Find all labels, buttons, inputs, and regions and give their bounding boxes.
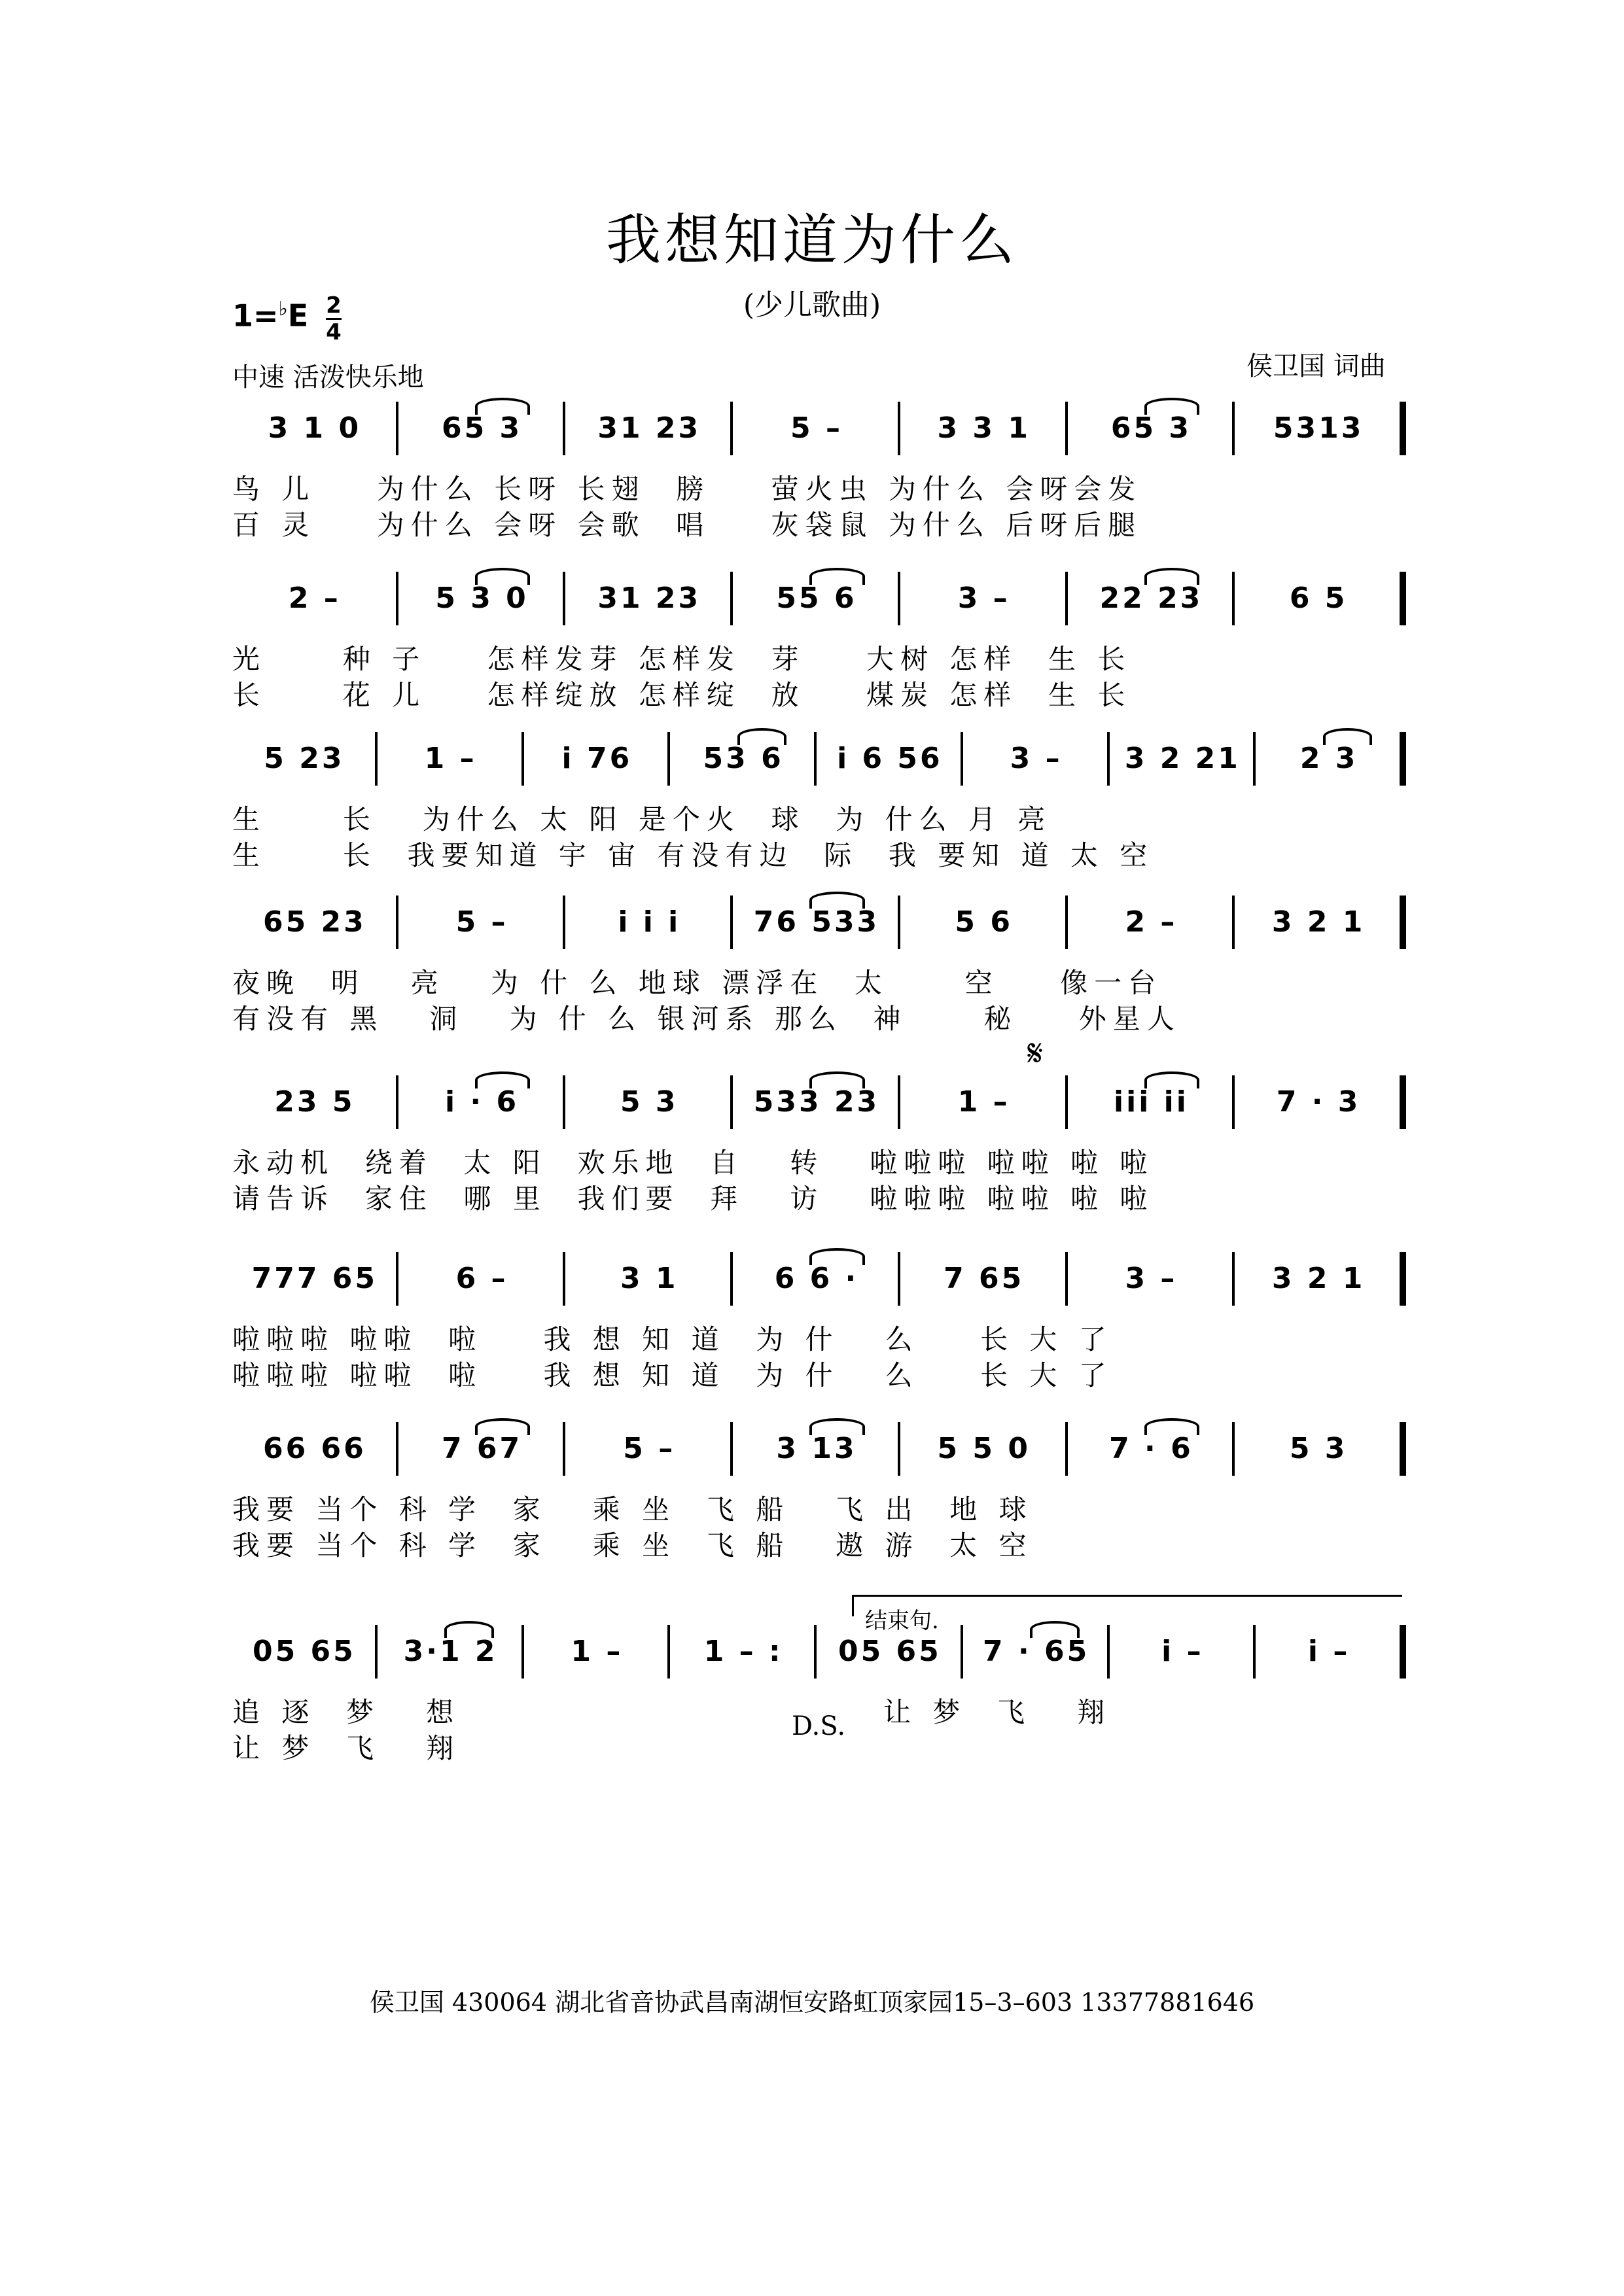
bar-line: [898, 1075, 900, 1129]
measure: 7 65: [944, 1262, 1025, 1295]
bar-line: [898, 402, 900, 455]
lyric-line: 让 梦 飞 翔: [232, 1732, 461, 1764]
measure: 05 65: [252, 1635, 356, 1668]
lyric-line: 请告诉 家住 哪 里 我们要 拜 访 啦啦啦 啦啦 啦 啦: [232, 1183, 1154, 1215]
measure: 5 23: [264, 742, 345, 775]
lyric-line: 有没有 黑 洞 为 什 么 银河系 那么 神 秘 外星人: [232, 1003, 1181, 1035]
bar-line: [563, 1422, 565, 1476]
measure: 22 23: [1099, 582, 1203, 615]
notation-line: [232, 576, 1403, 621]
measure: 7 · 3: [1276, 1085, 1361, 1119]
bar-line: [375, 1625, 378, 1679]
bar-line: [667, 732, 670, 786]
measure: 7 67: [441, 1432, 523, 1465]
measure: 5 –: [623, 1432, 676, 1465]
measure: 3 –: [957, 582, 1010, 615]
bar-line: [1400, 1075, 1406, 1129]
measure: 65 23: [262, 905, 366, 939]
bar-line: [1232, 1422, 1235, 1476]
slur-mark: [809, 1418, 865, 1435]
measure: 3 13: [776, 1432, 857, 1465]
bar-line: [667, 1625, 670, 1679]
bar-line: [1107, 732, 1110, 786]
bar-line: [1253, 1625, 1256, 1679]
measure: 1 –: [424, 742, 477, 775]
measure: i –: [1307, 1635, 1350, 1668]
measure: 3 2 1: [1271, 1262, 1366, 1295]
measure: 3 1 0: [268, 411, 362, 445]
slur-mark: [809, 568, 865, 585]
bar-line: [563, 572, 565, 625]
lyric-line: 长 花 儿 怎样绽放 怎样绽 放 煤炭 怎样 生 长: [232, 679, 1132, 711]
lyric-line: 我要 当个 科 学 家 乘 坐 飞 船 飞 出 地 球: [232, 1493, 1033, 1525]
measure: 31 23: [597, 411, 701, 445]
measure: 3 2 1: [1271, 905, 1366, 939]
measure: 23 5: [274, 1085, 355, 1119]
slur-mark: [737, 728, 786, 745]
measure: i · 6: [445, 1085, 520, 1119]
slur-mark: [475, 398, 531, 415]
flat-symbol: ♭: [278, 298, 288, 321]
measure: i 76: [561, 742, 633, 775]
measure: 55 6: [776, 582, 857, 615]
lyric-line: 夜晚 明 亮 为 什 么 地球 漂浮在 太 空 像一台: [232, 967, 1163, 999]
slur-mark: [475, 1071, 531, 1088]
notation-line: [232, 406, 1403, 451]
slur-mark: [1144, 1071, 1200, 1088]
segno-sign: 𝄋: [1027, 1032, 1044, 1075]
bar-line: [730, 572, 733, 625]
measure: 1 –: [957, 1085, 1010, 1119]
bar-line: [396, 1075, 398, 1129]
measure: 5 3: [620, 1085, 679, 1119]
ending-lyric-line: 让 梦 飞 翔: [883, 1696, 1112, 1728]
measure: 6 –: [455, 1262, 508, 1295]
bar-line: [1065, 1075, 1068, 1129]
bar-line: [1232, 402, 1235, 455]
measure: 66 66: [262, 1432, 366, 1465]
song-subtitle: (少儿歌曲): [743, 288, 881, 322]
measure: 3 2 21: [1124, 742, 1241, 775]
measure: 2 –: [288, 582, 341, 615]
bar-line: [396, 402, 398, 455]
bar-line: [521, 1625, 524, 1679]
measure: 53 6: [703, 742, 784, 775]
key-note: E: [287, 298, 309, 334]
measure: 3·1 2: [403, 1635, 498, 1668]
measure: 3 –: [1125, 1262, 1178, 1295]
bar-line: [1400, 732, 1406, 786]
bar-line: [1400, 402, 1406, 455]
measure: 31 23: [597, 582, 701, 615]
bar-line: [1253, 732, 1256, 786]
bar-line: [1400, 1422, 1406, 1476]
bar-line: [1232, 1252, 1235, 1306]
time-signature: [326, 293, 342, 345]
measure: 65 3: [1110, 411, 1192, 445]
measure: 5313: [1273, 411, 1364, 445]
slur-mark: [1144, 398, 1200, 415]
measure: 533 23: [753, 1085, 880, 1119]
measure: 1 – :: [703, 1635, 783, 1668]
bar-line: [563, 896, 565, 949]
bar-line: [1400, 1252, 1406, 1306]
notation-line: [232, 1256, 1403, 1302]
bar-line: [563, 1075, 565, 1129]
bar-line: [396, 1422, 398, 1476]
lyric-line: 啦啦啦 啦啦 啦 我 想 知 道 为 什 么 长 大 了: [232, 1323, 1113, 1355]
notation-line: [232, 1079, 1403, 1125]
lyric-line: 我要 当个 科 学 家 乘 坐 飞 船 遨 游 太 空: [232, 1529, 1033, 1561]
bar-line: [730, 1252, 733, 1306]
lyric-line: 啦啦啦 啦啦 啦 我 想 知 道 为 什 么 长 大 了: [232, 1359, 1113, 1391]
bar-line: [1065, 402, 1068, 455]
bar-line: [1107, 1625, 1110, 1679]
measure: 6 6 ·: [774, 1262, 859, 1295]
time-denominator: 4: [326, 319, 342, 345]
bar-line: [1065, 896, 1068, 949]
slur-mark: [475, 568, 531, 585]
bar-line: [1232, 896, 1235, 949]
bar-line: [730, 896, 733, 949]
notation-line: [232, 1426, 1403, 1472]
notation-line: [232, 899, 1403, 945]
slur-mark: [809, 892, 865, 909]
bar-line: [521, 732, 524, 786]
lyric-line: 生 长 为什么 太 阳 是个火 球 为 什么 月 亮: [232, 803, 1052, 835]
measure: i –: [1161, 1635, 1204, 1668]
composer-credit: 侯卫国 词曲: [1246, 351, 1386, 381]
lyric-line: 光 种 子 怎样发芽 怎样发 芽 大树 怎样 生 长: [232, 643, 1132, 675]
measure: 05 65: [838, 1635, 942, 1668]
measure: 5 5 0: [937, 1432, 1031, 1465]
notation-line: [232, 736, 1403, 782]
bar-line: [563, 402, 565, 455]
bar-line: [1232, 1075, 1235, 1129]
measure: 7 · 65: [983, 1635, 1090, 1668]
measure: 5 –: [455, 905, 508, 939]
measure: 777 65: [251, 1262, 378, 1295]
bar-line: [898, 1252, 900, 1306]
bar-line: [1400, 572, 1406, 625]
bar-line: [563, 1252, 565, 1306]
footer-contact: 侯卫国 430064 湖北省音协武昌南湖恒安路虹顶家园15–3–603 13377881646: [369, 1988, 1255, 2017]
bar-line: [396, 1252, 398, 1306]
slur-mark: [1030, 1621, 1079, 1638]
tempo-marking: 中速 活泼快乐地: [232, 362, 424, 392]
slur-mark: [1144, 568, 1200, 585]
slur-mark: [809, 1071, 865, 1088]
bar-line: [898, 1422, 900, 1476]
measure: 76 533: [753, 905, 880, 939]
measure: 65 3: [441, 411, 523, 445]
measure: 1 –: [571, 1635, 624, 1668]
measure: i i i: [618, 905, 681, 939]
slur-mark: [444, 1621, 493, 1638]
bar-line: [1065, 1422, 1068, 1476]
measure: 5 –: [790, 411, 843, 445]
song-title: 我想知道为什么: [605, 208, 1018, 272]
measure: 3 3 1: [937, 411, 1031, 445]
bar-line: [1065, 1252, 1068, 1306]
lyric-line: 生 长 我要知道 宇 宙 有没有边 际 我 要知 道 太 空: [232, 839, 1154, 871]
ds-marking: D.S.: [792, 1711, 846, 1741]
lyric-line: 鸟 儿 为什么 长呀 长翅 膀 萤火虫 为什么 会呀会发: [232, 473, 1142, 505]
measure: 5 6: [955, 905, 1013, 939]
bar-line: [375, 732, 378, 786]
ending-label: 结束句.: [865, 1608, 939, 1634]
bar-line: [814, 1625, 817, 1679]
bar-line: [898, 896, 900, 949]
time-numerator: 2: [326, 292, 342, 319]
measure: 7 · 6: [1109, 1432, 1193, 1465]
measure: 3 1: [620, 1262, 679, 1295]
bar-line: [1065, 572, 1068, 625]
bar-line: [1400, 896, 1406, 949]
key-signature: [232, 298, 308, 333]
bar-line: [396, 896, 398, 949]
slur-mark: [809, 1248, 865, 1265]
slur-mark: [1323, 728, 1372, 745]
bar-line: [961, 732, 963, 786]
slur-mark: [475, 1418, 531, 1435]
bar-line: [730, 1422, 733, 1476]
bar-line: [1232, 572, 1235, 625]
bar-line: [396, 572, 398, 625]
bar-line: [898, 572, 900, 625]
measure: i 6 56: [837, 742, 943, 775]
lyric-line: 百 灵 为什么 会呀 会歌 唱 灰袋鼠 为什么 后呀后腿: [232, 509, 1142, 541]
bar-line: [1400, 1625, 1406, 1679]
bar-line: [961, 1625, 963, 1679]
bar-line: [730, 1075, 733, 1129]
measure: 5 3 0: [435, 582, 529, 615]
lyric-line: 追 逐 梦 想: [232, 1696, 461, 1728]
measure: 3 –: [1010, 742, 1063, 775]
measure: 2 –: [1125, 905, 1178, 939]
measure: 2 3: [1299, 742, 1358, 775]
bar-line: [730, 402, 733, 455]
slur-mark: [1144, 1418, 1200, 1435]
measure: iii ii: [1114, 1085, 1189, 1119]
measure: 6 5: [1289, 582, 1348, 615]
bar-line: [814, 732, 817, 786]
key-label: 1=: [232, 298, 279, 334]
notation-line: [232, 1629, 1403, 1675]
measure: 5 3: [1289, 1432, 1348, 1465]
lyric-line: 永动机 绕着 太 阳 欢乐地 自 转 啦啦啦 啦啦 啦 啦: [232, 1147, 1154, 1179]
